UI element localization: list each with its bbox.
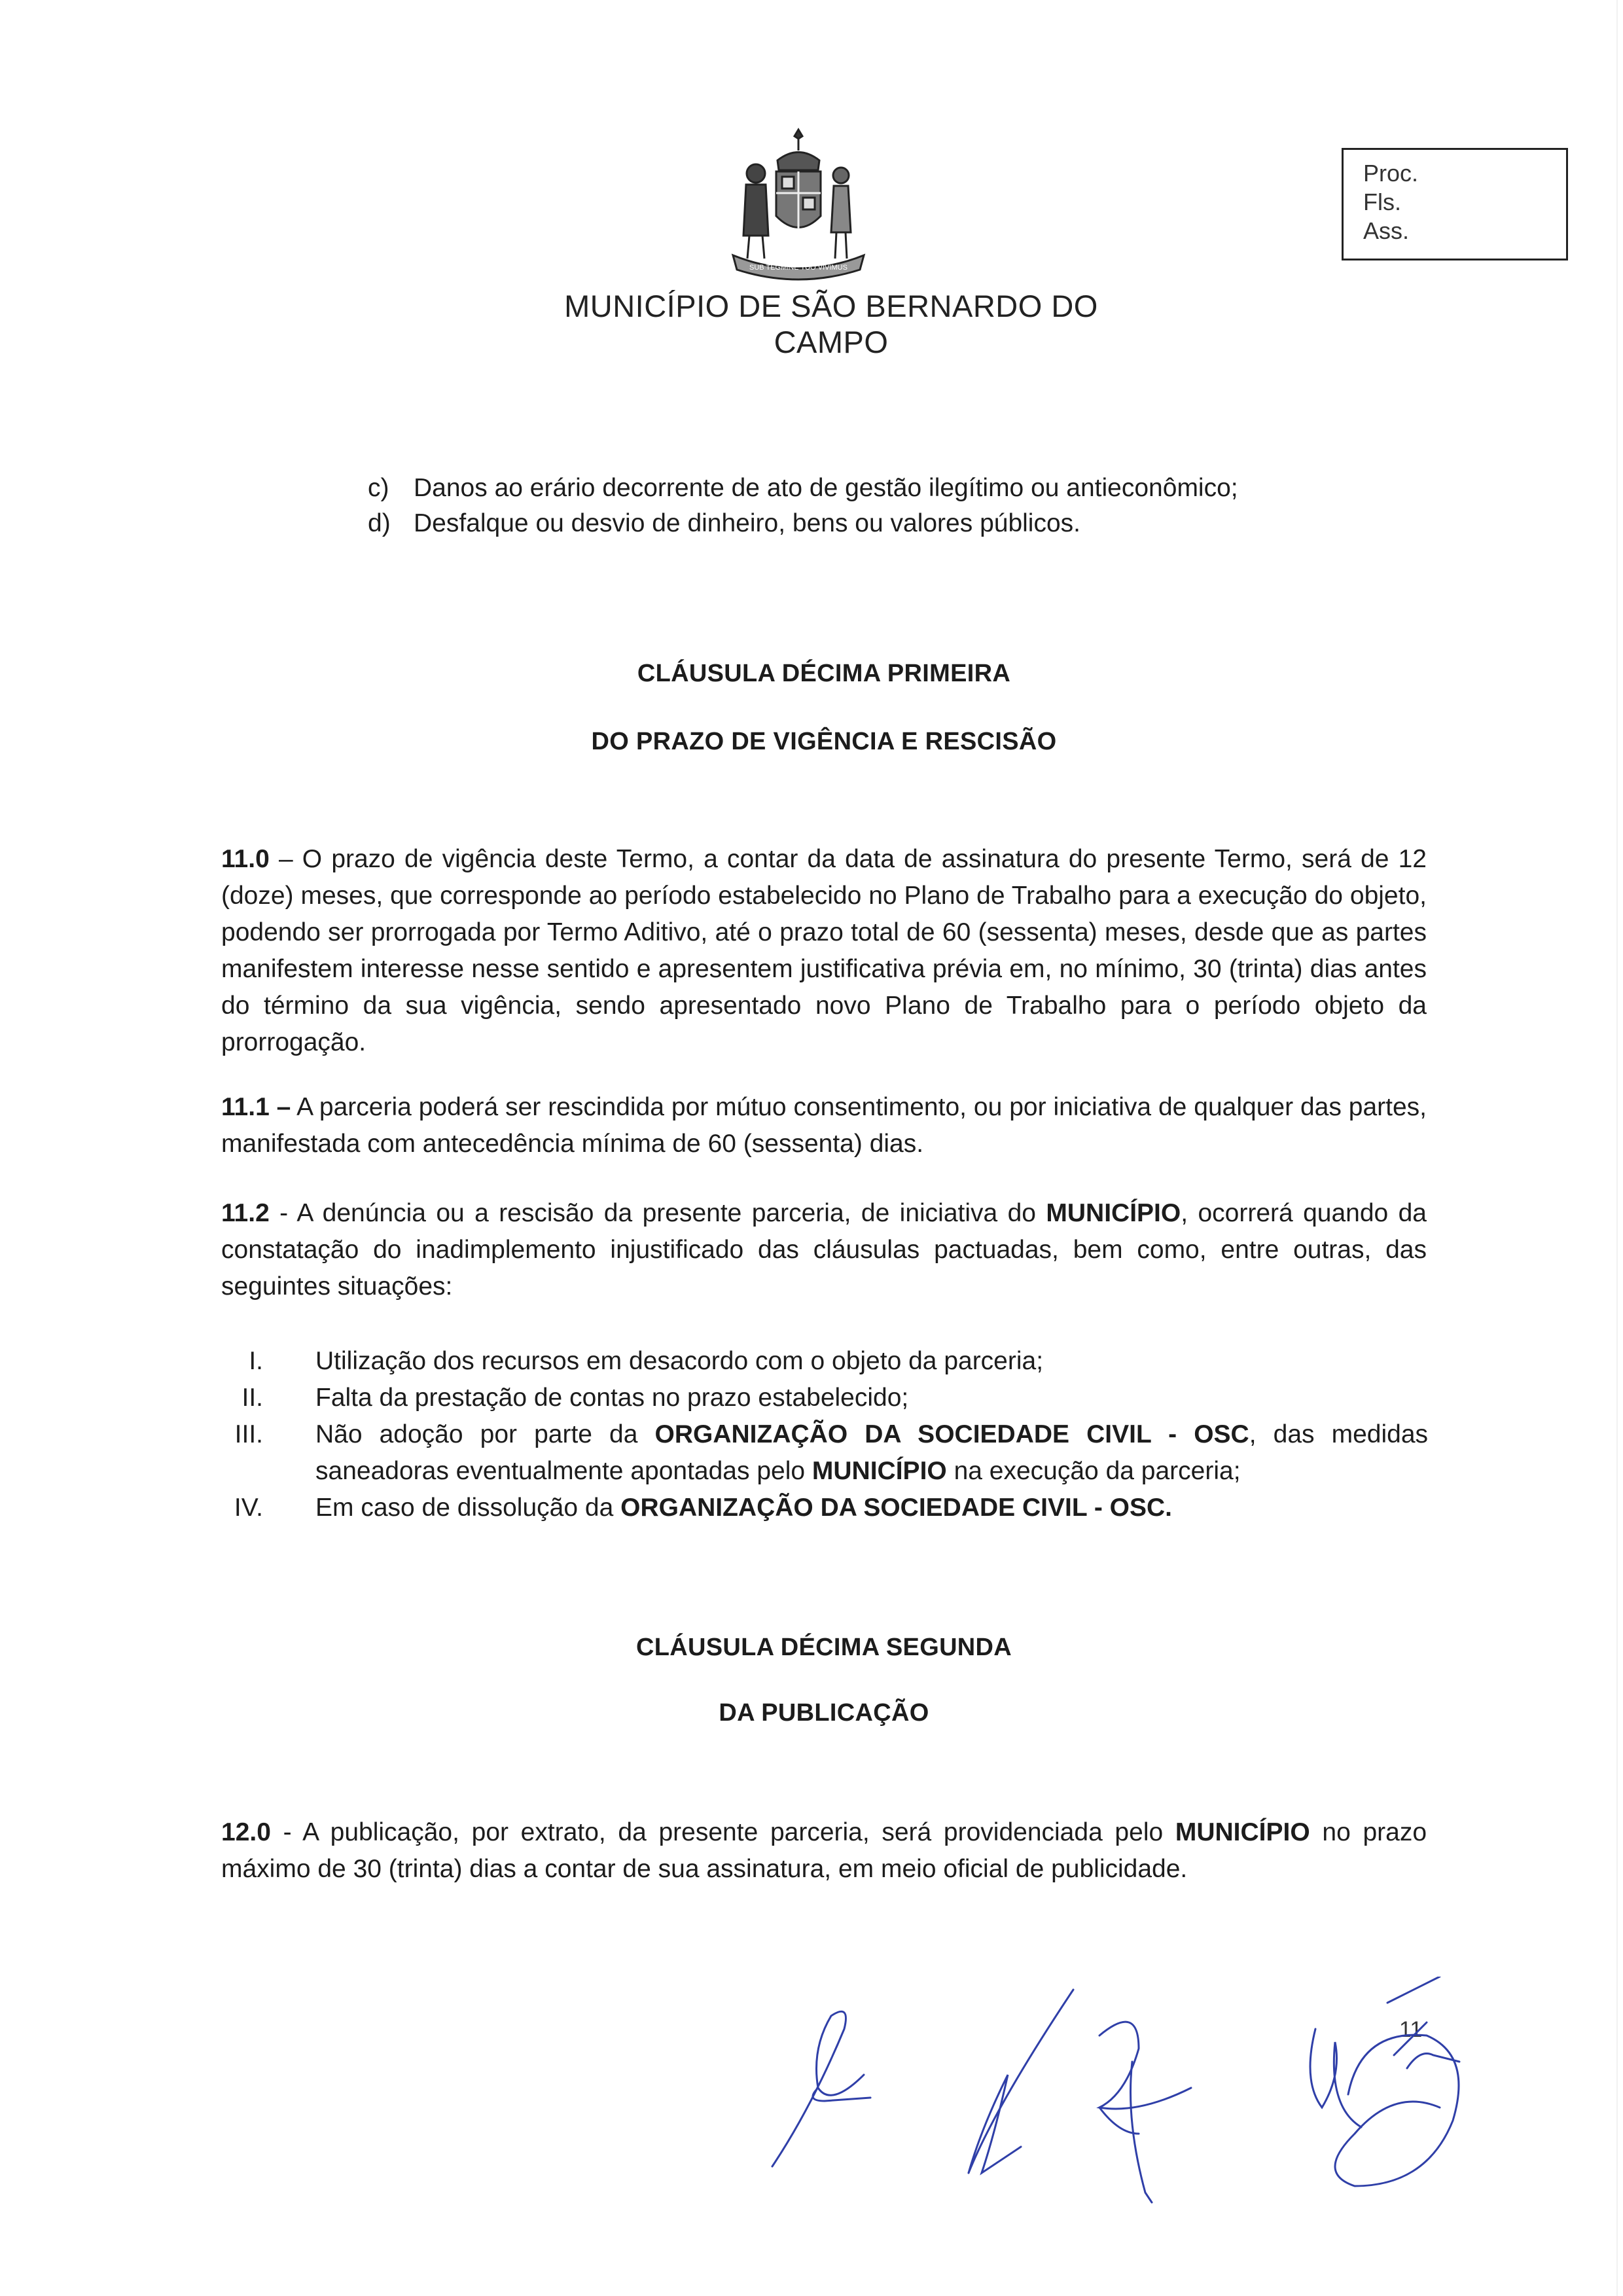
roman-marker: III. bbox=[234, 1420, 263, 1448]
municipio-emphasis: MUNICÍPIO bbox=[1175, 1818, 1310, 1846]
coat-of-arms-motto: SUB TEGMINE TUO VIVIMUS bbox=[749, 264, 847, 272]
list-marker: d) bbox=[368, 509, 391, 537]
roman-marker: IV. bbox=[234, 1494, 263, 1522]
paragraph-text: - A denúncia ou a rescisão da presente parceria, de iniciativa do bbox=[269, 1199, 1046, 1227]
paragraph-number: 11.2 bbox=[221, 1199, 270, 1227]
roman-item bbox=[315, 1490, 1428, 1526]
list-item: Danos ao erário decorrente de ato de gestão ilegítimo ou antieconômico; bbox=[414, 474, 1238, 502]
paragraph-text: A parceria poderá ser rescindida por mútuo consentimento, ou por iniciativa de qualquer das partes, manifestada com antecedência mínima de 60 (sessenta) dias. bbox=[221, 1093, 1427, 1158]
list-item: Desfalque ou desvio de dinheiro, bens ou valores públicos. bbox=[414, 509, 1080, 537]
roman-marker: I. bbox=[249, 1347, 263, 1375]
clause-12-subtitle: DA PUBLICAÇÃO bbox=[719, 1699, 929, 1727]
ass-label: Ass. bbox=[1363, 217, 1410, 244]
municipio-emphasis: MUNICÍPIO bbox=[1046, 1199, 1181, 1227]
item-text: na execução da parceria; bbox=[946, 1457, 1241, 1485]
paragraph-text: - A publicação, por extrato, da presente parceria, será providenciada pelo bbox=[270, 1818, 1175, 1846]
paragraph-text: no prazo máximo de 30 (trinta) dias a contar de sua assinatura, em meio oficial de publicidade. bbox=[221, 1818, 1427, 1883]
item-text: Não adoção por parte da bbox=[315, 1420, 655, 1448]
proc-label: Proc. bbox=[1363, 160, 1419, 187]
osc-emphasis: ORGANIZAÇÃO DA SOCIEDADE CIVIL - OSC bbox=[654, 1420, 1249, 1448]
item-text: Em caso de dissolução da bbox=[315, 1494, 621, 1522]
paragraph-text: – O prazo de vigência deste Termo, a contar da data de assinatura do presente Termo, será de 12 (doze) meses, que corresponde ao período estabelecido no Plano de Trabalho para a execução do objeto, podendo ser prorrogada por Termo Aditivo, até o prazo total de 60 (sessenta) meses, desde que as partes manifestem interesse nesse sentido e apresentem justificativa prévia em, no mínimo, 30 (trinta) dias antes do término da sua vigência, sendo apresentado novo Plano de Trabalho para o período objeto da prorrogação. bbox=[221, 845, 1427, 1056]
clause-11-title: CLÁUSULA DÉCIMA PRIMEIRA bbox=[637, 660, 1011, 687]
list-marker: c) bbox=[368, 474, 389, 502]
page-number: 11 bbox=[1399, 2017, 1423, 2042]
paragraph-text: , ocorrerá quando da constatação do inadimplemento injustificado das cláusulas pactuadas, bem como, entre outras, das seguintes situações: bbox=[221, 1199, 1427, 1300]
proc-stamp-box bbox=[1342, 148, 1568, 260]
roman-item: Utilização dos recursos em desacordo com o objeto da parceria; bbox=[315, 1347, 1044, 1375]
paragraph-11-2 bbox=[221, 1195, 1427, 1305]
handwritten-signatures bbox=[733, 1977, 1518, 2212]
paragraph-12-0 bbox=[221, 1814, 1427, 1888]
paragraph-number: 11.1 – bbox=[221, 1093, 291, 1121]
paragraph-11-1 bbox=[221, 1089, 1427, 1162]
item-text: , das medidas saneadoras eventualmente apontadas pelo bbox=[315, 1420, 1429, 1485]
paragraph-11-0 bbox=[221, 841, 1427, 1061]
paragraph-number: 12.0 bbox=[221, 1818, 271, 1846]
municipality-name: MUNICÍPIO DE SÃO BERNARDO DO CAMPO bbox=[564, 289, 1098, 359]
municipio-emphasis: MUNICÍPIO bbox=[812, 1457, 947, 1485]
coat-of-arms-emblem bbox=[720, 124, 877, 288]
clause-11-subtitle: DO PRAZO DE VIGÊNCIA E RESCISÃO bbox=[591, 728, 1057, 755]
scan-edge bbox=[1616, 0, 1618, 2296]
paragraph-number: 11.0 bbox=[221, 845, 270, 873]
roman-marker: II. bbox=[241, 1384, 263, 1412]
fls-label: Fls. bbox=[1363, 188, 1401, 215]
roman-item: Falta da prestação de contas no prazo estabelecido; bbox=[315, 1384, 909, 1412]
clause-12-title: CLÁUSULA DÉCIMA SEGUNDA bbox=[635, 1634, 1012, 1661]
roman-item bbox=[315, 1416, 1428, 1490]
osc-emphasis: ORGANIZAÇÃO DA SOCIEDADE CIVIL - OSC. bbox=[620, 1494, 1172, 1522]
